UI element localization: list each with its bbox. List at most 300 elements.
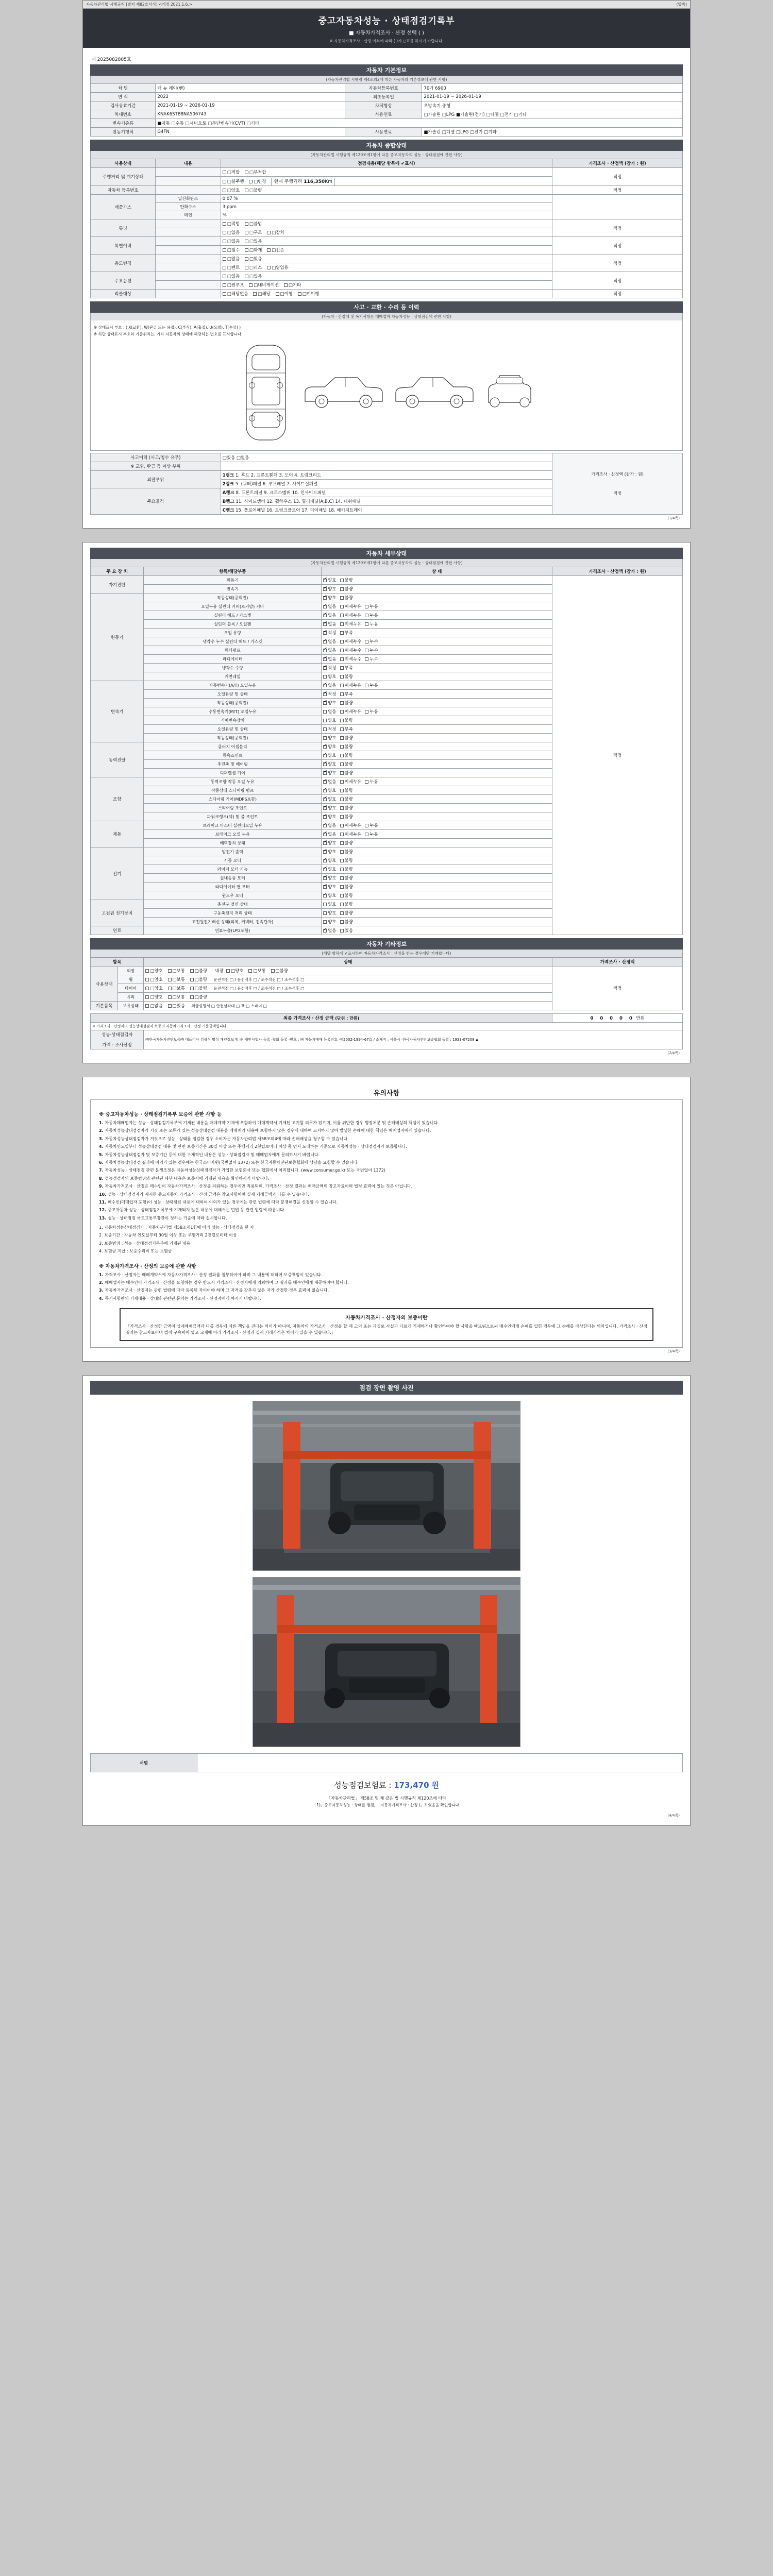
page-2-number: (2/4쪽) bbox=[667, 1051, 680, 1055]
document-subtitle: ■ 자동차가격조사 · 산정 선택 ( ) bbox=[349, 30, 424, 36]
detail-state-options bbox=[322, 760, 552, 769]
checkbox-icon bbox=[340, 684, 344, 687]
notice-section-1-title: ※ 중고자동차성능 · 상태점검기록부 보증에 관한 사항 등 bbox=[99, 1112, 222, 1117]
checkbox-option[interactable] bbox=[365, 638, 378, 645]
other-opts-tire bbox=[144, 984, 552, 993]
detail-item-label: 작동상태(공회전) bbox=[144, 699, 322, 707]
checkbox-option[interactable] bbox=[340, 743, 353, 750]
checkbox-option[interactable] bbox=[223, 178, 244, 184]
checkbox-option[interactable] bbox=[323, 919, 336, 925]
checkbox-option[interactable] bbox=[223, 187, 240, 193]
checkbox-option[interactable] bbox=[145, 985, 162, 991]
company-label-inspector: 성능·상태점검자 bbox=[102, 1032, 133, 1038]
checkbox-option[interactable] bbox=[145, 1003, 162, 1009]
notice-title: 유의사항 bbox=[373, 1090, 400, 1097]
final-price-value bbox=[552, 1014, 683, 1023]
checkbox-option[interactable] bbox=[267, 247, 284, 253]
detail-item-label: 워터펌프 bbox=[144, 646, 322, 655]
checkbox-icon bbox=[340, 675, 344, 679]
detail-item-label: 변속기 bbox=[144, 585, 322, 594]
overall-opts-13 bbox=[221, 281, 552, 290]
checkbox-option[interactable] bbox=[340, 612, 362, 618]
notice-item-text: 자동차성능상태점검 결과에 이의가 있는 경우에는 한국소비자원(국번없이 1372) 또는 한국자동차진단보증협회에 상담을 요청할 수 있습니다. bbox=[105, 1160, 359, 1165]
checkbox-option[interactable] bbox=[323, 927, 336, 934]
option-label: □전손 bbox=[272, 248, 284, 253]
other-subheader: (해당 항목에 ✔표시하여 자동차가격조사 · 산정을 받는 경우에만 기재합니다) bbox=[90, 950, 683, 957]
table-row bbox=[91, 101, 683, 110]
table-row bbox=[91, 576, 683, 585]
checkbox-option[interactable] bbox=[323, 770, 336, 776]
option-label: 미세누유 bbox=[344, 622, 362, 627]
notice-item bbox=[99, 1215, 674, 1222]
checkbox-option[interactable] bbox=[323, 866, 336, 872]
notice-item-number: 4. bbox=[99, 1296, 105, 1301]
checkbox-option[interactable] bbox=[168, 968, 185, 974]
checkbox-icon bbox=[323, 920, 327, 924]
checkbox-option[interactable] bbox=[323, 796, 336, 802]
checkbox-option[interactable] bbox=[190, 976, 207, 982]
option-label: 누유 bbox=[369, 779, 378, 785]
checkbox-option[interactable] bbox=[298, 291, 320, 297]
checkbox-option[interactable] bbox=[245, 221, 262, 227]
option-label: 불량 bbox=[344, 876, 353, 881]
notice-item-text: 매매업자는 매수인이 가격조사 · 산정을 요청하는 경우 반드시 가격조사 · 산정자에게 의뢰하여 그 결과를 매수인에게 제공하여야 합니다. bbox=[105, 1280, 349, 1285]
checkbox-option[interactable] bbox=[365, 778, 378, 785]
detail-state-options bbox=[322, 874, 552, 883]
overall-opts-11 bbox=[221, 263, 552, 272]
checkbox-option[interactable] bbox=[223, 291, 248, 297]
option-label: □썬루프 bbox=[227, 283, 244, 288]
checkbox-option[interactable] bbox=[223, 229, 240, 235]
checkbox-option[interactable] bbox=[340, 621, 362, 627]
checkbox-option[interactable] bbox=[340, 814, 353, 820]
checkbox-option[interactable] bbox=[340, 770, 353, 776]
notice-item-number: 5. bbox=[99, 1152, 105, 1157]
checkbox-icon bbox=[340, 798, 344, 801]
checkbox-icon bbox=[323, 911, 327, 915]
checkbox-option[interactable] bbox=[340, 717, 353, 723]
option-label: □양호 bbox=[231, 969, 244, 974]
checkbox-option[interactable] bbox=[226, 968, 243, 974]
option-label: □없음 bbox=[227, 230, 240, 235]
checkbox-icon bbox=[340, 762, 344, 766]
final-price-header bbox=[91, 1014, 552, 1023]
legend-items: 5. (쿼터)패널 6. 루프패널 7. 사이드실패널 bbox=[235, 482, 318, 487]
checkbox-icon bbox=[365, 710, 368, 714]
notice-item bbox=[99, 1152, 674, 1158]
checkbox-option[interactable] bbox=[323, 743, 336, 750]
option-label: □불량 bbox=[249, 188, 262, 193]
table-header-row bbox=[91, 159, 683, 168]
detail-item-label: 동력조향 작동 오일 누유 bbox=[144, 777, 322, 786]
checkbox-option[interactable] bbox=[267, 264, 289, 270]
checkbox-option[interactable] bbox=[340, 866, 353, 872]
option-label: □양호 bbox=[150, 986, 163, 991]
notice-item-text: 4. 보험금 지급 : 보증수리비 또는 보험금 bbox=[99, 1249, 172, 1254]
detail-group-name: 전기 bbox=[91, 848, 144, 900]
checkbox-option[interactable] bbox=[365, 708, 378, 715]
option-label: 없음 bbox=[328, 779, 337, 785]
checkbox-option[interactable] bbox=[323, 726, 336, 732]
detail-state-options bbox=[322, 821, 552, 830]
checkbox-option[interactable] bbox=[323, 595, 336, 601]
option-label: □보통 bbox=[253, 969, 266, 974]
checkbox-option[interactable] bbox=[223, 273, 240, 279]
detail-state-options bbox=[322, 900, 552, 909]
checkbox-option[interactable] bbox=[323, 621, 336, 627]
checkbox-icon bbox=[340, 771, 344, 775]
checkbox-option[interactable] bbox=[223, 247, 240, 253]
checkbox-option[interactable] bbox=[323, 884, 336, 890]
checkbox-option[interactable] bbox=[190, 985, 207, 991]
option-label: 있음 bbox=[344, 928, 353, 934]
legend-items: 8. 프론트패널 9. 크로스멤버 10. 인사이드패널 bbox=[236, 490, 326, 496]
checkbox-option[interactable] bbox=[323, 892, 336, 899]
checkbox-option[interactable] bbox=[340, 647, 362, 653]
checkbox-option[interactable] bbox=[223, 282, 244, 288]
option-label: 양호 bbox=[328, 718, 337, 723]
detail-item-label: 발전기 출력 bbox=[144, 848, 322, 856]
checkbox-option[interactable] bbox=[323, 691, 336, 697]
inspection-photo-1 bbox=[253, 1401, 520, 1571]
option-label: 없음 bbox=[328, 683, 337, 688]
checkbox-option[interactable] bbox=[340, 586, 353, 592]
checkbox-option[interactable] bbox=[323, 814, 336, 820]
checkbox-option[interactable] bbox=[190, 968, 207, 974]
checkbox-option[interactable] bbox=[267, 229, 284, 235]
checkbox-option[interactable] bbox=[365, 647, 378, 653]
checkbox-icon bbox=[340, 614, 344, 617]
checkbox-icon bbox=[323, 727, 327, 731]
basic-value-fuel: □가솔린 □LPG ■가솔린(전기) □디젤 □전기 □기타 bbox=[422, 110, 683, 119]
overall-col-1: 내용 bbox=[156, 159, 221, 168]
accident-legend-table bbox=[90, 453, 683, 515]
overall-opts-8 bbox=[221, 237, 552, 246]
final-price-note: ※ 가격조사 · 산정자의 성능상태점검자 보증의 자동차가격조사 · 산정 기준금액입니다. bbox=[91, 1023, 683, 1030]
checkbox-option[interactable] bbox=[145, 976, 162, 982]
option-label: □변경 bbox=[254, 179, 266, 184]
checkbox-icon bbox=[340, 736, 344, 740]
checkbox-option[interactable] bbox=[340, 901, 353, 907]
checkbox-option[interactable] bbox=[323, 910, 336, 916]
detail-state-options bbox=[322, 611, 552, 620]
table-header-row bbox=[91, 958, 683, 967]
option-label: 양호 bbox=[328, 771, 337, 776]
checkbox-option[interactable] bbox=[340, 656, 362, 662]
overall-sub-13 bbox=[156, 281, 221, 290]
checkbox-option[interactable] bbox=[245, 169, 266, 175]
checkbox-option[interactable] bbox=[276, 291, 293, 297]
option-label: 불량 bbox=[344, 920, 353, 925]
checkbox-option[interactable] bbox=[168, 994, 185, 1000]
option-label: 불량 bbox=[344, 736, 353, 741]
notice-item-number: 2. bbox=[99, 1128, 105, 1133]
basic-value-firstreg: 2021-01-19 ~ 2026-01-19 bbox=[422, 93, 683, 101]
option-label: 양호 bbox=[328, 876, 337, 881]
mileage-label: 현재 주행거리 bbox=[274, 179, 303, 184]
option-label: 불량 bbox=[344, 718, 353, 723]
detail-item-label: 원동기 bbox=[144, 576, 322, 585]
checkbox-option[interactable] bbox=[340, 884, 353, 890]
checkbox-option[interactable] bbox=[340, 778, 362, 785]
checkbox-option[interactable] bbox=[168, 976, 185, 982]
checkbox-option[interactable] bbox=[271, 968, 288, 974]
notice-item-number: 3. bbox=[99, 1288, 105, 1293]
checkbox-option[interactable] bbox=[323, 822, 336, 828]
checkbox-option[interactable] bbox=[168, 1003, 185, 1009]
checkbox-option[interactable] bbox=[340, 875, 353, 881]
checkbox-option[interactable] bbox=[340, 752, 353, 758]
detail-header: 자동차 세부상태 bbox=[90, 548, 683, 559]
checkbox-option[interactable] bbox=[340, 831, 362, 837]
checkbox-option[interactable] bbox=[253, 291, 270, 297]
option-label: 불량 bbox=[344, 858, 353, 863]
checkbox-option[interactable] bbox=[223, 238, 240, 244]
detail-col-1: 항목/해당부품 bbox=[144, 567, 322, 576]
option-label: 없음 bbox=[328, 657, 337, 662]
checkbox-option[interactable] bbox=[365, 831, 378, 837]
checkbox-option[interactable] bbox=[340, 691, 353, 697]
overall-result-2: 적정 bbox=[552, 186, 683, 195]
checkbox-option[interactable] bbox=[365, 603, 378, 609]
option-label: 불량 bbox=[344, 902, 353, 907]
checkbox-option[interactable] bbox=[323, 638, 336, 645]
checkbox-option[interactable] bbox=[340, 919, 353, 925]
checkbox-option[interactable] bbox=[323, 700, 336, 706]
checkbox-option[interactable] bbox=[284, 282, 301, 288]
checkbox-option[interactable] bbox=[190, 994, 207, 1000]
detail-state-options bbox=[322, 926, 552, 935]
checkbox-option[interactable] bbox=[340, 673, 353, 680]
checkbox-option[interactable] bbox=[340, 822, 362, 828]
option-label: □실주행 bbox=[227, 179, 244, 184]
photo-footer-table bbox=[90, 1753, 683, 1772]
checkbox-option[interactable] bbox=[323, 673, 336, 680]
overall-opts-5 bbox=[221, 211, 552, 219]
overall-sub-2 bbox=[156, 186, 221, 195]
detail-state-options bbox=[322, 812, 552, 821]
checkbox-icon bbox=[340, 727, 344, 731]
checkbox-option[interactable] bbox=[323, 647, 336, 653]
legend-items: 1. 후드 2. 프론트휀더 3. 도어 4. 트렁크리드 bbox=[235, 473, 322, 478]
option-label: 불량 bbox=[344, 893, 353, 899]
checkbox-option[interactable] bbox=[245, 256, 262, 262]
checkbox-option[interactable] bbox=[340, 638, 362, 645]
checkbox-icon bbox=[340, 587, 344, 591]
checkbox-option[interactable] bbox=[340, 910, 353, 916]
detail-item-label: 커먼레일 bbox=[144, 672, 322, 681]
checkbox-option[interactable] bbox=[340, 849, 353, 855]
checkbox-option[interactable] bbox=[340, 595, 353, 601]
detail-item-label: 라디에이터 bbox=[144, 655, 322, 664]
checkbox-option[interactable] bbox=[323, 665, 336, 671]
checkbox-option[interactable] bbox=[340, 840, 353, 846]
option-label: □보통 bbox=[172, 977, 186, 982]
option-label: □양호 bbox=[227, 188, 240, 193]
option-label: 누유 bbox=[369, 709, 378, 715]
checkbox-option[interactable] bbox=[245, 247, 262, 253]
checkbox-option[interactable] bbox=[323, 857, 336, 863]
checkbox-option[interactable] bbox=[365, 621, 378, 627]
checkbox-option[interactable] bbox=[245, 273, 262, 279]
tire-position-labels: 운전석전 □ / 운전석후 □ / 조수석전 □ / 조수석후 □ bbox=[213, 986, 305, 991]
checkbox-option[interactable] bbox=[145, 968, 162, 974]
checkbox-option[interactable] bbox=[340, 892, 353, 899]
checkbox-option[interactable] bbox=[340, 630, 353, 636]
checkbox-option[interactable] bbox=[323, 630, 336, 636]
notice-item-text: 자동차성능상태점검자가 거짓으로 성능 · 상태를 점검한 경우 소비자는 자동차관리법 제58조의4에 따라 손해배상을 청구할 수 있습니다. bbox=[105, 1136, 349, 1141]
notice-item-text: 자동차성능 · 상태점검 관련 분쟁조정은 자동차성능상태점검자가 가입한 보험회사 또는 협회에서 처리합니다. (www.consumer.go.kr 또는 국번없이 1372) bbox=[105, 1168, 385, 1173]
accident-result-value: 적정 bbox=[613, 491, 621, 496]
checkbox-option[interactable] bbox=[323, 603, 336, 609]
checkbox-option[interactable] bbox=[323, 787, 336, 793]
table-row bbox=[91, 128, 683, 137]
checkbox-option[interactable] bbox=[365, 822, 378, 828]
option-label: 양호 bbox=[328, 788, 337, 793]
checkbox-option[interactable] bbox=[245, 238, 262, 244]
detail-item-label: 작동상태(공회전) bbox=[144, 594, 322, 602]
checkbox-option[interactable] bbox=[223, 256, 240, 262]
checkbox-option[interactable] bbox=[340, 726, 353, 732]
checkbox-option[interactable] bbox=[365, 612, 378, 618]
other-col-1: 상태 bbox=[144, 958, 552, 967]
checkbox-option[interactable] bbox=[323, 805, 336, 811]
checkbox-option[interactable] bbox=[245, 187, 262, 193]
checkbox-option[interactable] bbox=[323, 682, 336, 688]
checkbox-option[interactable] bbox=[340, 761, 353, 767]
accident-repair-value[interactable] bbox=[221, 462, 552, 471]
checkbox-option[interactable] bbox=[323, 612, 336, 618]
detail-col-2: 상 태 bbox=[322, 567, 552, 576]
checkbox-option[interactable] bbox=[340, 787, 353, 793]
checkbox-option[interactable] bbox=[340, 603, 362, 609]
option-label: 미세누수 bbox=[344, 639, 362, 645]
detail-item-label: 작동상태 스티어링 펌프 bbox=[144, 786, 322, 795]
checkbox-icon bbox=[340, 754, 344, 757]
overall-sub-14 bbox=[156, 290, 221, 298]
checkbox-option[interactable] bbox=[323, 778, 336, 785]
detail-group-name: 자기진단 bbox=[91, 576, 144, 594]
checkbox-option[interactable] bbox=[323, 761, 336, 767]
detail-table bbox=[90, 567, 683, 935]
checkbox-option[interactable] bbox=[365, 656, 378, 662]
checkbox-icon bbox=[365, 780, 368, 784]
checkbox-checked-icon bbox=[323, 596, 327, 600]
checkbox-option[interactable] bbox=[323, 656, 336, 662]
accident-note-1: ※ 상태표시 부호 : ( X(교환), W(판금 또는 용접), C(부식), A(흠집), U(요철), T(손상) ) bbox=[94, 325, 241, 330]
notice-item-text: 성능 · 상태점검자가 제시한 중고자동차 가격조사 · 산정 금액은 참고사항이며 실제 거래금액과 다를 수 있습니다. bbox=[107, 1192, 309, 1197]
checkbox-option[interactable] bbox=[323, 831, 336, 837]
checkbox-option[interactable] bbox=[245, 229, 262, 235]
checkbox-option[interactable] bbox=[223, 264, 240, 270]
checkbox-option[interactable] bbox=[145, 994, 162, 1000]
checkbox-option[interactable] bbox=[340, 927, 353, 934]
signature-area[interactable] bbox=[197, 1754, 682, 1772]
basic-value-vin: KNAK6STB8NA506743 bbox=[156, 110, 345, 119]
checkbox-checked-icon bbox=[323, 833, 327, 836]
checkbox-option[interactable] bbox=[340, 700, 353, 706]
checkbox-icon bbox=[365, 649, 368, 652]
table-row bbox=[91, 186, 683, 195]
checkbox-option[interactable] bbox=[323, 840, 336, 846]
detail-item-label: 스티어링 조인트 bbox=[144, 804, 322, 812]
basic-value-bodytype: 초방속기 중형 bbox=[422, 101, 683, 110]
checkbox-option[interactable] bbox=[340, 805, 353, 811]
checkbox-option[interactable] bbox=[323, 901, 336, 907]
checkbox-option[interactable] bbox=[323, 875, 336, 881]
option-label: 없음 bbox=[328, 823, 337, 828]
checkbox-option[interactable] bbox=[168, 985, 185, 991]
page-1 bbox=[82, 0, 691, 529]
checkbox-option[interactable] bbox=[323, 708, 336, 715]
notice-item bbox=[99, 1296, 674, 1302]
detail-item-label: 기어변속장치 bbox=[144, 716, 322, 725]
checkbox-option[interactable] bbox=[365, 682, 378, 688]
checkbox-option[interactable] bbox=[323, 586, 336, 592]
checkbox-option[interactable] bbox=[340, 665, 353, 671]
checkbox-option[interactable] bbox=[323, 717, 336, 723]
checkbox-checked-icon bbox=[323, 587, 327, 591]
checkbox-option[interactable] bbox=[323, 849, 336, 855]
checkbox-option[interactable] bbox=[340, 857, 353, 863]
accident-history-value[interactable]: □있음 □없음 bbox=[221, 453, 552, 462]
notice-item bbox=[99, 1199, 674, 1206]
option-label: 양호 bbox=[328, 587, 337, 592]
other-item-glass: 유리 bbox=[117, 993, 143, 1002]
basic-value-regno: 70가 6900 bbox=[422, 84, 683, 93]
notice-item-text: 성능 · 상태점검 국토교통부장관이 정하는 기준에 따라 실시합니다. bbox=[107, 1215, 227, 1221]
checkbox-option[interactable] bbox=[340, 682, 362, 688]
footer-note-2: 「1)」중고자동차성능 · 상태를 점검, 「자동차가격조사 · 산정 )」하였음을 확인합니다. bbox=[312, 1803, 461, 1808]
other-opts-glass bbox=[144, 993, 552, 1002]
notice-item bbox=[99, 1192, 674, 1198]
checkbox-option[interactable] bbox=[340, 735, 353, 741]
notice-item-number: 9. bbox=[99, 1184, 105, 1189]
checkbox-option[interactable] bbox=[323, 752, 336, 758]
checkbox-option[interactable] bbox=[340, 577, 353, 583]
other-item-tire: 타이어 bbox=[117, 984, 143, 993]
checkbox-option[interactable] bbox=[323, 735, 336, 741]
notice-item-text: 자동차가격조사 · 산정은 매수인이 자동차가격조사 · 산정을 의뢰하는 경우에만 적용되며, 가격조사 · 산정 결과는 매매금액의 참고자료이며 법적 효력이 있는 것은 아닙니다. bbox=[105, 1184, 413, 1189]
table-row bbox=[91, 93, 683, 101]
checkbox-option[interactable] bbox=[323, 577, 336, 583]
detail-state-options bbox=[322, 725, 552, 734]
checkbox-option[interactable] bbox=[340, 796, 353, 802]
checkbox-option[interactable] bbox=[340, 708, 362, 715]
checkbox-icon bbox=[340, 815, 344, 819]
checkbox-icon bbox=[340, 868, 344, 871]
table-row bbox=[91, 168, 683, 177]
notice-item bbox=[99, 1225, 674, 1231]
checkbox-option[interactable] bbox=[248, 968, 265, 974]
checkbox-checked-icon bbox=[323, 640, 327, 643]
checkbox-option[interactable] bbox=[223, 221, 240, 227]
legend-group-4-items bbox=[221, 506, 552, 515]
checkbox-option[interactable] bbox=[245, 264, 262, 270]
option-label: 양호 bbox=[328, 753, 337, 758]
company-label-1 bbox=[91, 1030, 144, 1049]
overall-result-12: 적정 bbox=[552, 272, 683, 290]
other-item-interior: 내장 bbox=[215, 969, 224, 974]
checkbox-option[interactable] bbox=[249, 282, 279, 288]
checkbox-option[interactable] bbox=[223, 169, 240, 175]
emission-hc-unit: ppm bbox=[226, 204, 237, 210]
option-label: 불량 bbox=[344, 911, 353, 916]
overall-opts-4 bbox=[221, 203, 552, 211]
checkbox-option[interactable] bbox=[249, 178, 266, 184]
notice-item bbox=[99, 1128, 674, 1134]
option-label: 없음 bbox=[328, 604, 337, 609]
